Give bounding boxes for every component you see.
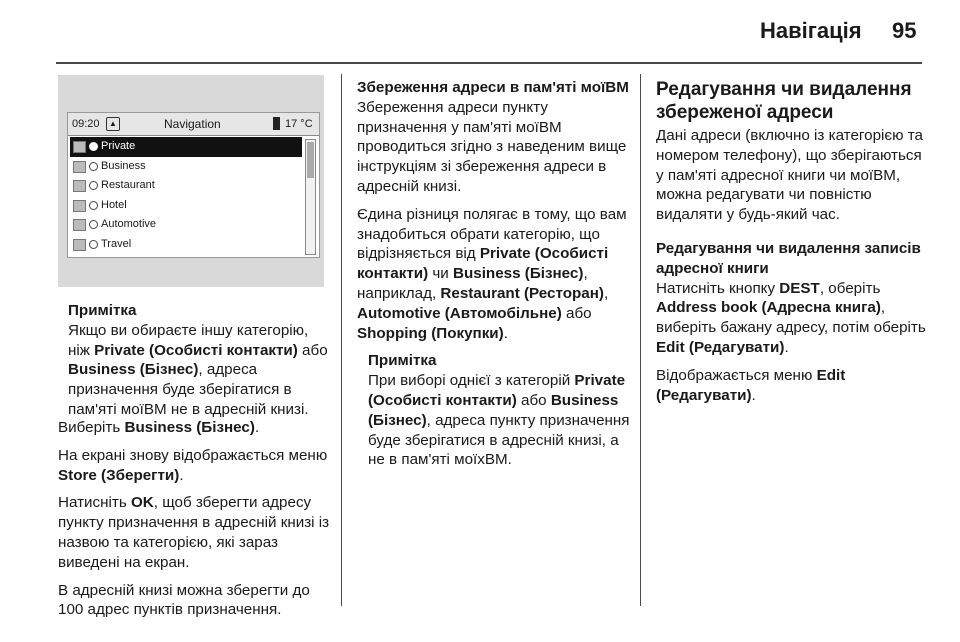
subsection-heading: Редагування чи видалення записів адресної книги — [656, 239, 921, 277]
note-block-1 — [68, 301, 330, 420]
radio-icon — [89, 162, 98, 171]
category-item-restaurant[interactable] — [70, 176, 302, 196]
paragraph: Виберіть Business (Бізнес). — [58, 419, 260, 436]
page-number: 95 — [892, 18, 917, 43]
screen-time: 09:20 — [72, 118, 100, 130]
column-1-text — [58, 418, 332, 628]
scrollbar-thumb[interactable] — [307, 142, 314, 178]
category-label: Business — [101, 159, 146, 172]
radio-icon — [89, 220, 98, 229]
navigation-screen — [67, 112, 320, 258]
radio-icon — [89, 142, 98, 151]
column-2-text — [357, 78, 633, 470]
note-text: При виборі однієї з категорій Private (Особисті контакти) або Business (Бізнес), адреса пункту призначення буде зберігатися в адресній книзі, а не в пам'яті моїхВМ. — [368, 372, 630, 469]
category-label: Restaurant — [101, 179, 155, 191]
category-label: Travel — [101, 237, 132, 250]
radio-icon — [89, 201, 98, 210]
column-3-text — [656, 78, 928, 413]
category-icon — [73, 239, 86, 251]
category-icon — [73, 180, 86, 192]
note-block-2 — [368, 351, 633, 470]
paragraph: Дані адреси (включно із категорією та номером телефону), що зберігаються у пам'яті адресної книги чи моїВМ, можна редагувати чи повністю видаляти у будь-який час. — [656, 127, 923, 224]
category-item-hotel[interactable] — [70, 196, 302, 216]
navigation-icon: ▲ — [106, 117, 120, 131]
column-divider-1 — [341, 74, 342, 606]
category-item-private[interactable] — [70, 137, 302, 157]
paragraph: Натисніть кнопку DEST, оберіть Address book (Адресна книга), виберіть бажану адресу, потім оберіть Edit (Редагувати). — [656, 279, 926, 356]
category-label: Automotive — [101, 218, 157, 230]
note-title: Примітка — [368, 352, 437, 370]
screen-title: Navigation — [164, 117, 221, 131]
paragraph: Єдина різниця полягає в тому, що вам знадобиться обрати категорію, що відрізняється від Private (Особисті контакти) чи Business (Бізнес), наприклад, Restaurant (Ресторан), Automotive (Автомобільне) або Shopping (Покупки). — [357, 205, 627, 342]
category-item-travel[interactable] — [70, 235, 302, 255]
section-heading: Редагування чи видалення збереженої адреси — [656, 79, 912, 123]
thermometer-icon — [273, 117, 280, 130]
note-text: Якщо ви обираєте іншу категорію, ніж Private (Особисті контакти) або Business (Бізнес), адреса призначення буде зберігатися в пам'яті моїВМ не в адресній книзі. — [68, 321, 328, 418]
paragraph: В адресній книзі можна зберегти до 100 адрес пунктів призначення. — [58, 581, 310, 619]
screen-status-bar — [68, 113, 319, 136]
list-scrollbar[interactable] — [305, 139, 316, 255]
category-icon — [73, 219, 86, 231]
page-header-title: Навігація — [760, 18, 862, 43]
category-icon — [73, 161, 86, 173]
radio-icon — [89, 181, 98, 190]
category-item-automotive[interactable] — [70, 215, 302, 235]
radio-icon — [89, 240, 98, 249]
category-icon — [73, 200, 86, 212]
category-label: Hotel — [101, 198, 127, 211]
screen-temperature: 17 °C — [285, 118, 313, 130]
note-title: Примітка — [68, 302, 137, 319]
category-list — [70, 137, 302, 254]
paragraph: Збереження адреси пункту призначення у пам'яті моїВМ проводиться згідно з наведеним вище інструкціям зі збереження адреси в адресній книзі. — [357, 98, 627, 195]
paragraph: На екрані знову відображається меню Store (Зберегти). — [58, 446, 328, 484]
paragraph: Відображається меню Edit (Редагувати). — [656, 366, 846, 404]
category-icon — [73, 141, 86, 153]
category-label: Private — [101, 140, 136, 152]
column-divider-2 — [640, 74, 641, 606]
section-heading: Збереження адреси в пам'яті моїВМ — [357, 79, 629, 96]
category-item-business[interactable] — [70, 157, 302, 177]
paragraph: Натисніть OK, щоб зберегти адресу пункту призначення в адресній книзі із назвою та категорією, які зараз виведені на екран. — [58, 494, 330, 571]
header-rule — [56, 62, 922, 64]
